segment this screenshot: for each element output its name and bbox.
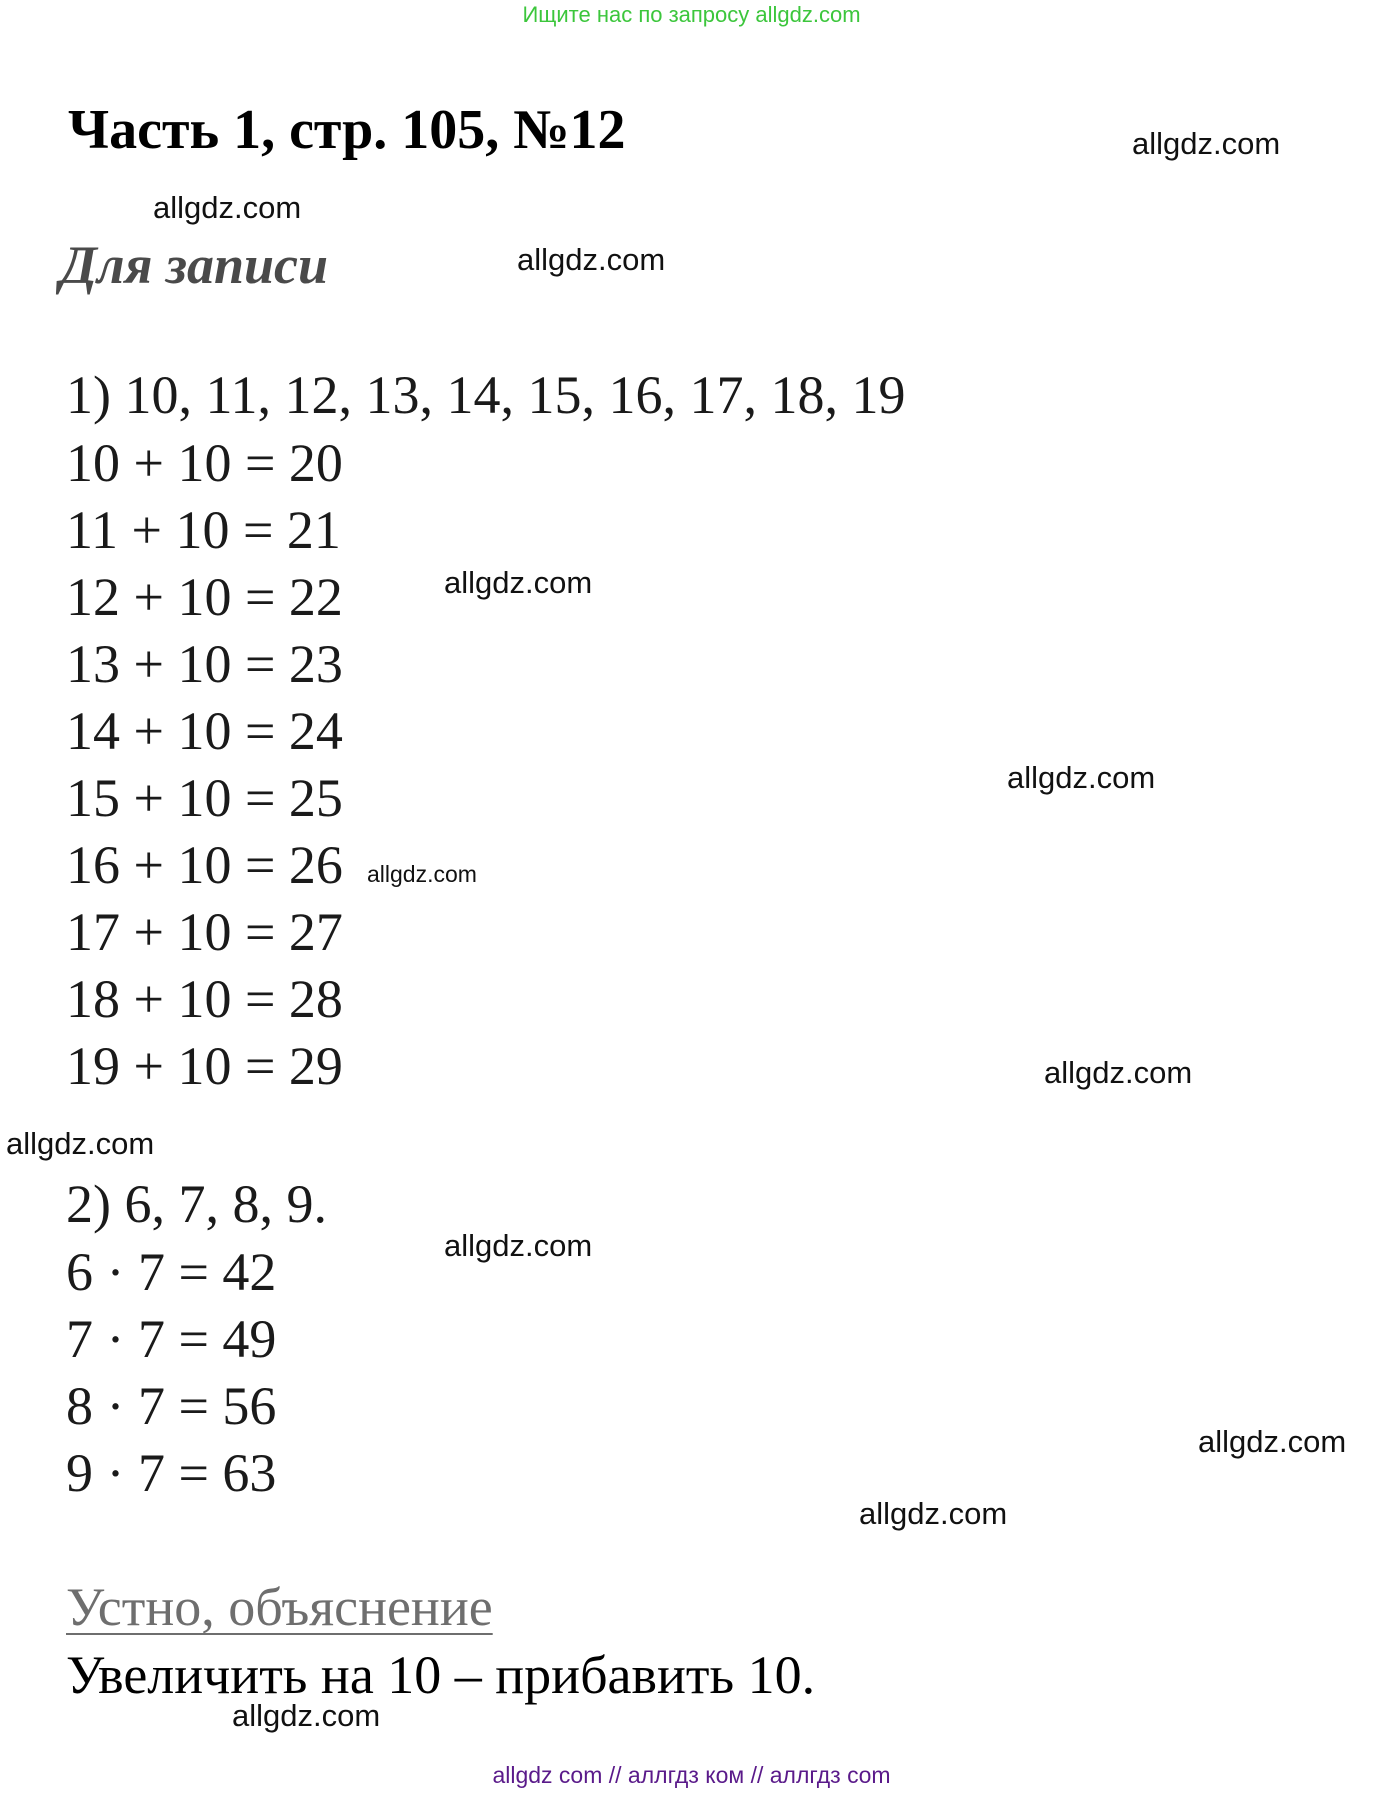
watermark: allgdz.com [6, 1126, 155, 1161]
part2-equation: 8 · 7 = 56 [66, 1376, 277, 1436]
watermark: allgdz.com [1198, 1424, 1347, 1459]
watermark: allgdz.com [232, 1698, 381, 1733]
part1-equation: 14 + 10 = 24 [66, 701, 343, 761]
part1-equation: 17 + 10 = 27 [66, 902, 343, 962]
watermark: allgdz.com [444, 565, 593, 600]
part1-equation: 19 + 10 = 29 [66, 1036, 343, 1096]
part1-equation: 15 + 10 = 25 [66, 768, 343, 828]
part1-equation: 10 + 10 = 20 [66, 433, 343, 493]
watermark: allgdz.com [444, 1228, 593, 1263]
part1-equation: 12 + 10 = 22 [66, 567, 343, 627]
section-heading: Для записи [60, 235, 329, 295]
part2-equation: 7 · 7 = 49 [66, 1309, 277, 1369]
part1-equation: 13 + 10 = 23 [66, 634, 343, 694]
watermark: allgdz.com [1007, 760, 1156, 795]
part2-equation: 6 · 7 = 42 [66, 1242, 277, 1302]
part2-sequence: 2) 6, 7, 8, 9. [66, 1174, 327, 1234]
watermark: allgdz.com [1044, 1055, 1193, 1090]
part1-sequence: 1) 10, 11, 12, 13, 14, 15, 16, 17, 18, 19 [66, 365, 906, 425]
part1-equation: 18 + 10 = 28 [66, 969, 343, 1029]
watermark: allgdz.com [153, 190, 302, 225]
watermark: allgdz.com [517, 242, 666, 277]
watermark: allgdz.com [859, 1496, 1008, 1531]
top-banner: Ищите нас по запросу allgdz.com [522, 2, 861, 27]
part1-equation: 16 + 10 = 26 [66, 835, 343, 895]
part2-equation: 9 · 7 = 63 [66, 1443, 277, 1503]
oral-text: Увеличить на 10 – прибавить 10. [66, 1645, 816, 1705]
watermark: allgdz.com [1132, 126, 1281, 161]
oral-heading: Устно, объяснение [66, 1577, 493, 1637]
part1-equation: 11 + 10 = 21 [66, 500, 341, 560]
page-title: Часть 1, стр. 105, №12 [68, 99, 626, 161]
watermark: allgdz.com [367, 861, 477, 887]
footer-links[interactable]: allgdz com // аллгдз ком // аллгдз com [492, 1762, 891, 1788]
